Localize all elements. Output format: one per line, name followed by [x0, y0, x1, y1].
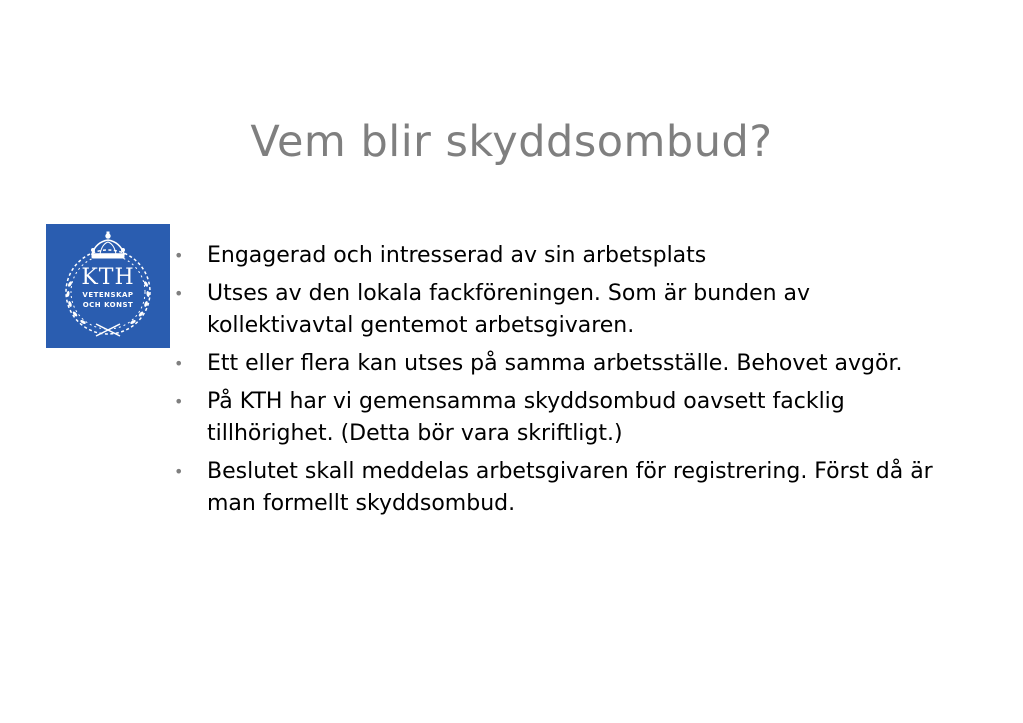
bullet-item: [172, 278, 952, 342]
bullet-dot: •: [174, 246, 184, 265]
kth-logo: [46, 224, 170, 348]
slide-title: Vem blir skyddsombud?: [250, 117, 773, 167]
kth-logo-text: [46, 266, 170, 310]
bullet-item: [172, 348, 952, 380]
bullet-dot: •: [174, 354, 184, 373]
bullet-text: Ett eller flera kan utses på samma arbetsställe. Behovet avgör.: [207, 351, 903, 376]
kth-logo-main-text: KTH: [81, 265, 135, 290]
bullet-text: Beslutet skall meddelas arbetsgivaren för registrering. Först då är man formellt skyddsombud.: [207, 459, 933, 516]
bullet-item: [172, 386, 952, 450]
bullet-text: Utses av den lokala fackföreningen. Som är bunden av kollektivavtal gentemot arbetsgivaren.: [207, 281, 811, 338]
bullet-dot: •: [174, 392, 184, 411]
kth-logo-line1: VETENSKAP: [82, 291, 134, 299]
bullet-text: På KTH har vi gemensamma skyddsombud oavsett facklig tillhörighet. (Detta bör vara skriftligt.): [207, 389, 845, 446]
bullet-dot: •: [174, 462, 184, 481]
bullet-dot: •: [174, 284, 184, 303]
bullet-item: [172, 456, 952, 520]
bullet-list: [172, 240, 952, 526]
bullet-text: Engagerad och intresserad av sin arbetsplats: [207, 243, 707, 268]
bullet-item: [172, 240, 952, 272]
kth-logo-line2: OCH KONST: [82, 301, 134, 309]
